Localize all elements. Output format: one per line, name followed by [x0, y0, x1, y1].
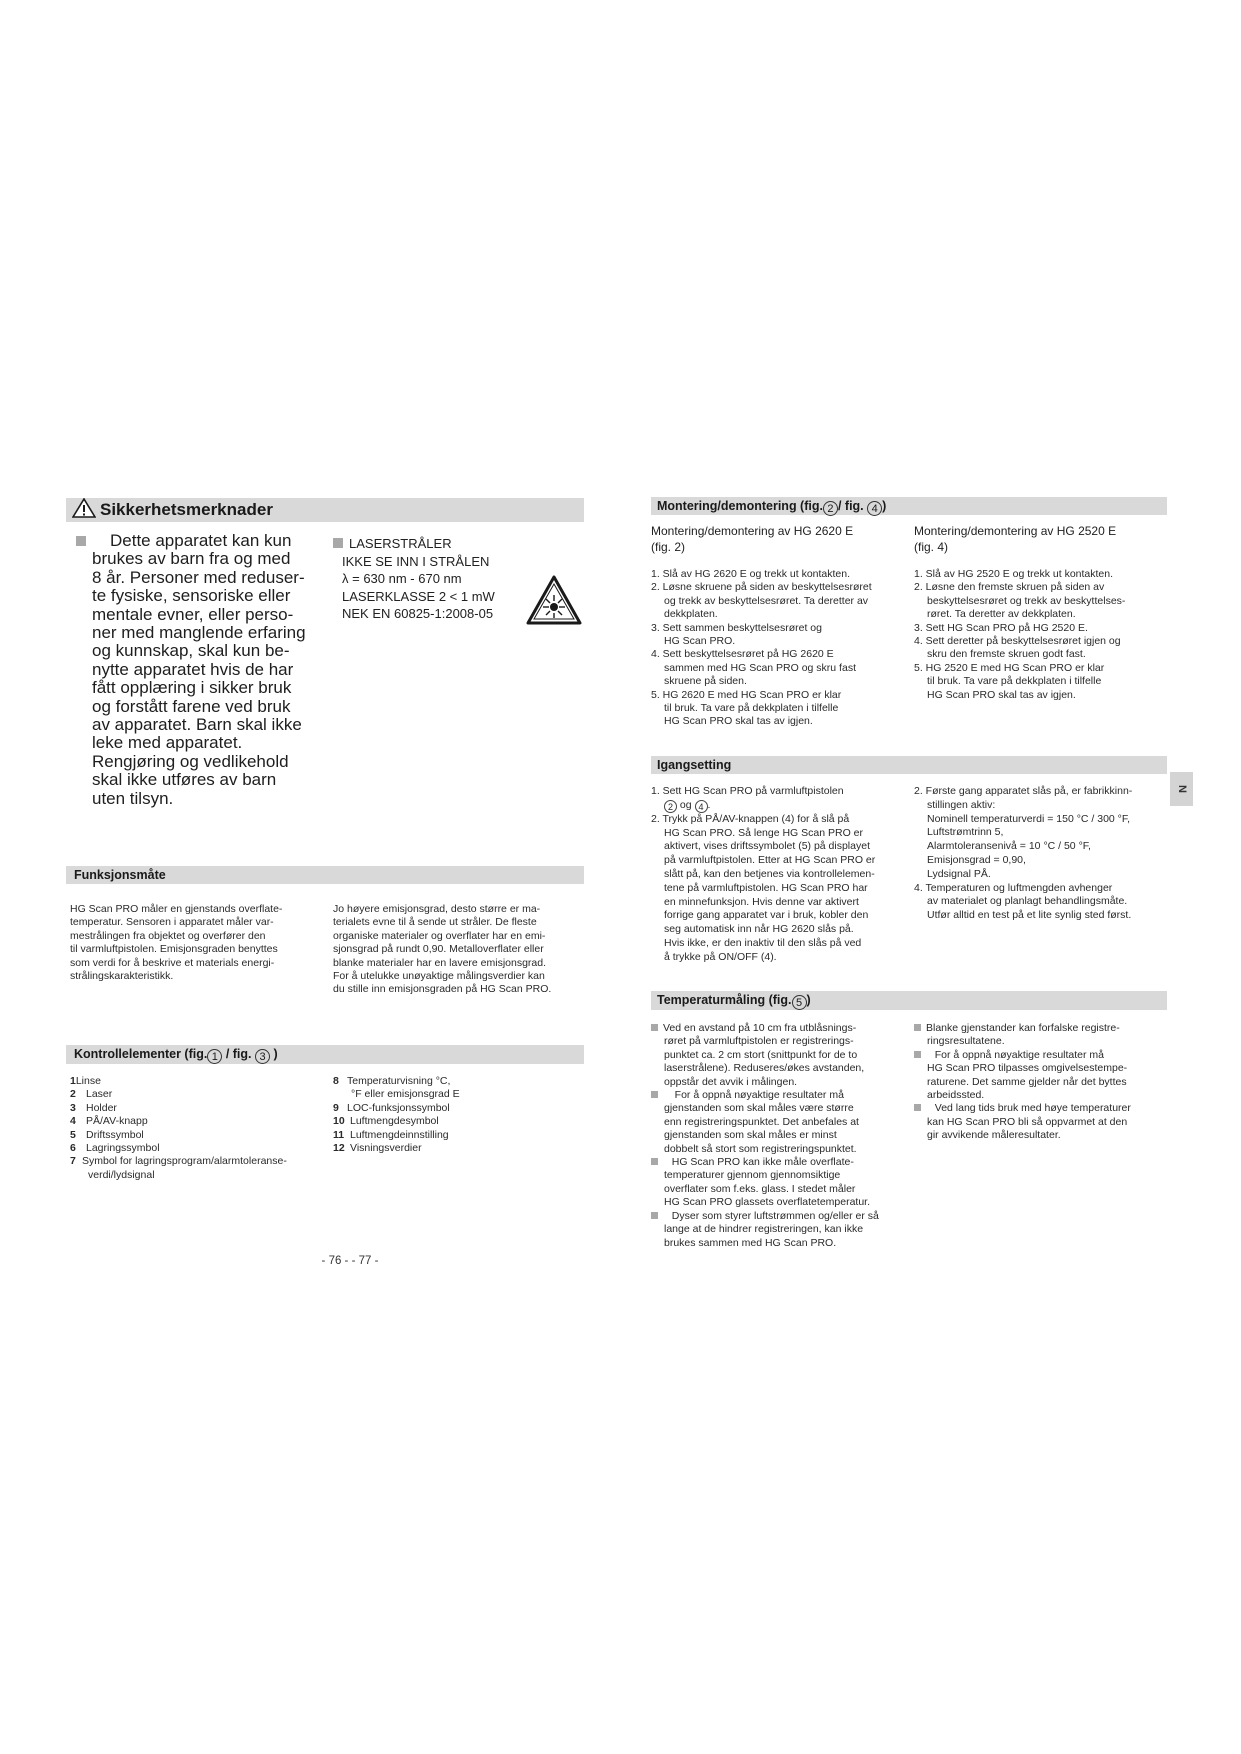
- item-number: 9: [333, 1101, 339, 1114]
- mounting-section-header: [651, 497, 1167, 515]
- text-line: temperaturer gjennom gjennomsiktige: [664, 1169, 841, 1182]
- text-line: Rengjøring og vedlikehold: [92, 751, 289, 771]
- text-line: til varmluftpistolen. Emisjonsgraden benyttes: [70, 943, 278, 956]
- item-number: 5: [70, 1128, 76, 1141]
- figure-refs-line: 2 og 4 .: [651, 799, 913, 813]
- bullet-square-icon: [914, 1051, 921, 1058]
- laser-warning: [333, 535, 533, 623]
- text-line: kan HG Scan PRO bli så oppvarmet at den: [927, 1115, 1128, 1128]
- list-item: [333, 1075, 583, 1088]
- item-number: 1: [70, 1075, 76, 1087]
- text-line: dobbelt så stort som registreringspunktet.: [664, 1142, 857, 1155]
- text-line: fått opplæring i sikker bruk: [92, 678, 292, 698]
- temperature-title-suffix: ): [806, 993, 811, 1007]
- item-text: Laser: [86, 1088, 113, 1101]
- text-line: organiske materialer og overflater har en emi-: [333, 929, 546, 942]
- text-line: 5. HG 2520 E med HG Scan PRO er klar: [914, 661, 1105, 674]
- subheading-line: Montering/demontering av HG 2520 E: [914, 524, 1117, 538]
- text-line: HG Scan PRO.: [664, 635, 736, 648]
- text-line: brukes av barn fra og med: [92, 549, 291, 569]
- text-line: 1. Sett HG Scan PRO på varmluftpistolen: [651, 785, 844, 797]
- warning-icon: [72, 498, 96, 518]
- text-line: 4. Temperaturen og luftmengden avhenger: [914, 881, 1113, 894]
- text-line: sjonsgrad på rundt 0,90. Metalloverflater eller: [333, 943, 544, 956]
- startup-title: Igangsetting: [657, 758, 732, 772]
- list-item: [70, 1102, 330, 1115]
- text-line: [651, 1022, 921, 1035]
- item-number: 7: [70, 1155, 76, 1168]
- bullet-square-icon: [914, 1024, 921, 1031]
- text-line: gjenstanden som skal måles er minst: [664, 1129, 837, 1142]
- item-text: LOC-funksjonssymbol: [347, 1101, 450, 1114]
- item-number: 3: [70, 1101, 76, 1114]
- text-line: mestrålingen fra objektet og overfører den: [70, 929, 266, 942]
- list-item: [333, 1115, 583, 1128]
- fig-ref: 2: [823, 501, 838, 516]
- text-line: gjenstanden som skal måles være større: [664, 1102, 854, 1115]
- bullet-square-icon: [333, 538, 343, 548]
- list-item: [70, 1075, 330, 1088]
- laser-line: NEK EN 60825-1:2008-05: [342, 606, 494, 621]
- item-number: 6: [70, 1142, 76, 1155]
- temperature-left-notes: [651, 1022, 921, 1250]
- text-line: 1. Slå av HG 2520 E og trekk ut kontakten.: [914, 568, 1114, 580]
- text-line: nytte apparatet hvis de har: [92, 659, 294, 679]
- function-title: Funksjonsmåte: [74, 868, 166, 882]
- item-text: Linse: [75, 1075, 101, 1087]
- fig-ref: 4: [695, 800, 708, 813]
- text-line: skru den fremste skruen godt fast.: [927, 648, 1086, 661]
- controls-title-sep: / fig.: [225, 1047, 252, 1061]
- text-line: 8 år. Personer med reduser-: [92, 567, 305, 587]
- text-line: ringsresultatene.: [927, 1035, 1005, 1048]
- safety-section-header: [66, 498, 584, 522]
- language-tab: [1170, 772, 1193, 806]
- item-text: Temperaturvisning °C,: [347, 1075, 451, 1087]
- text-line: HG Scan PRO måler en gjenstands overflate-: [70, 903, 283, 915]
- item-text: Lagringssymbol: [86, 1142, 160, 1155]
- list-item: [70, 1088, 330, 1101]
- text-line: skruene på siden.: [664, 675, 747, 688]
- text-line: leke med apparatet.: [92, 733, 243, 753]
- bullet-square-icon: [76, 536, 86, 546]
- fig-ref: 3: [255, 1049, 270, 1064]
- text-line: seg automatisk inn når HG 2620 slås på.: [664, 923, 854, 936]
- text-line: HG Scan PRO glassets overflatetemperatur.: [664, 1196, 871, 1209]
- temperature-right-notes: [914, 1022, 1168, 1143]
- subheading-line: (fig. 4): [914, 539, 949, 554]
- text-line: av apparatet. Barn skal ikke: [92, 715, 302, 735]
- list-item-continuation: °F eller emisjonsgrad E: [351, 1088, 460, 1101]
- text-line: en minnefunksjon. Hvis denne var aktivert: [664, 895, 859, 908]
- controls-section-header: [66, 1045, 584, 1064]
- text-line: blanke materialer har en lavere emisjonsgrad.: [333, 956, 547, 969]
- children-notice: [76, 532, 326, 808]
- text-line: [914, 1102, 1168, 1115]
- fig-ref: 4: [867, 501, 882, 516]
- text-span: Dyser som styrer luftstrømmen og/eller er så: [671, 1209, 879, 1222]
- text-line: 3. Sett HG Scan PRO på HG 2520 E.: [914, 621, 1088, 634]
- text-line: [914, 1022, 1168, 1035]
- controls-left-list: [70, 1075, 330, 1182]
- text-line: Hvis ikke, er den inaktiv til den slås på ved: [664, 936, 862, 949]
- text-line: HG Scan PRO tilpasses omgivelsestempe-: [927, 1062, 1128, 1075]
- text-line: gir avvikende måleresultater.: [927, 1129, 1061, 1142]
- text-line: For å utelukke unøyaktige målingsverdier kan: [333, 970, 545, 983]
- fig-ref: 1: [207, 1049, 222, 1064]
- item-number: 11: [333, 1128, 345, 1141]
- text-line: HG Scan PRO skal tas av igjen.: [664, 715, 813, 728]
- text-span: For å oppnå nøyaktige resultater må: [934, 1048, 1105, 1061]
- text-line: 1. Slå av HG 2620 E og trekk ut kontakten.: [651, 568, 851, 580]
- startup-left-steps: [651, 785, 913, 965]
- fig-ref: 2: [664, 800, 677, 813]
- text-line: [914, 1049, 1168, 1062]
- list-item: [70, 1115, 330, 1128]
- text-line: som verdi for å beskrive et materials energi-: [70, 956, 275, 969]
- safety-title: Sikkerhetsmerknader: [100, 500, 273, 519]
- text-line: og trekk av beskyttelsesrøret. Ta deretter av: [664, 594, 869, 607]
- page-numbers: - 76 - - 77 -: [321, 1255, 379, 1267]
- text-span: Ved lang tids bruk med høye temperaturer: [934, 1102, 1131, 1115]
- text-line: [651, 1089, 921, 1102]
- mounting-title-prefix: Montering/demontering (fig.: [657, 499, 823, 513]
- list-item: [70, 1129, 330, 1142]
- text-line: 4. Sett beskyttelsesrøret på HG 2620 E: [651, 648, 834, 661]
- list-item: [333, 1142, 583, 1155]
- text-line: og forstått farene ved bruk: [92, 696, 291, 716]
- text-line: lange at de hindrer registreringen, kan ikke: [664, 1223, 864, 1236]
- list-item: [70, 1142, 330, 1155]
- text-line: raturene. Det samme gjelder når det byttes: [927, 1075, 1127, 1088]
- text-line: forrige gang apparatet var i bruk, kobler den: [664, 909, 869, 922]
- text-line: terialets evne til å sende ut stråler. De fleste: [333, 916, 537, 929]
- text-line: mentale evner, eller perso-: [92, 604, 294, 624]
- bullet-square-icon: [914, 1104, 921, 1111]
- text-line: temperatur. Sensoren i apparatet måler var-: [70, 916, 274, 929]
- subheading-line: Montering/demontering av HG 2620 E: [651, 524, 854, 538]
- text-line: 2. Løsne skruene på siden av beskyttelsesrøret: [651, 581, 872, 594]
- text-line: enn registreringspunktet. Det anbefales at: [664, 1115, 859, 1128]
- item-text: Holder: [86, 1101, 117, 1114]
- controls-right-list: [333, 1075, 583, 1155]
- text-line: te fysiske, sensoriske eller: [92, 586, 291, 606]
- text-line: sammen med HG Scan PRO og skru fast: [664, 661, 856, 674]
- bullet-square-icon: [651, 1024, 658, 1031]
- text-line: røret. Ta deretter av dekkplaten.: [927, 608, 1076, 621]
- text-line: overflater som f.eks. glass. I stedet måler: [664, 1182, 856, 1195]
- item-number: 2: [70, 1088, 76, 1101]
- controls-title-prefix: Kontrollelementer (fig.: [74, 1047, 208, 1061]
- text-line: skal ikke utføres av barn: [92, 770, 277, 790]
- text-line: oppstår det avvik i målingen.: [664, 1075, 798, 1088]
- text-line: Alarmtoleransenivå = 10 °C / 50 °F,: [927, 840, 1091, 853]
- item-number: 4: [70, 1115, 76, 1128]
- text-line: 2. Løsne den fremste skruen på siden av: [914, 581, 1105, 594]
- text-line: HG Scan PRO skal tas av igjen.: [927, 688, 1076, 701]
- temperature-title-prefix: Temperaturmåling (fig.: [657, 993, 792, 1007]
- mounting-title-sep: / fig.: [837, 499, 864, 513]
- text-line: slått på, kan den betjenes via kontrollelemen-: [664, 867, 875, 880]
- text-line: Lydsignal PÅ.: [927, 867, 991, 880]
- text-line: røret på varmluftpistolen er registrerings-: [664, 1035, 854, 1048]
- mounting-right-steps: [914, 568, 1168, 702]
- text-span: Blanke gjenstander kan forfalske registre-: [926, 1022, 1120, 1034]
- text-span: For å oppnå nøyaktige resultater må: [674, 1089, 844, 1102]
- fig-ref: 5: [792, 995, 807, 1010]
- text-line: arbeidssted.: [927, 1089, 985, 1102]
- text-line: uten tilsyn.: [92, 788, 174, 808]
- laser-warning-icon: [526, 575, 582, 625]
- list-item: [70, 1155, 330, 1168]
- item-text: Luftmengdeinnstilling: [350, 1128, 449, 1141]
- text-line: 5. HG 2620 E med HG Scan PRO er klar: [651, 688, 842, 701]
- bullet-square-icon: [651, 1158, 658, 1165]
- text-line: 4. Sett deretter på beskyttelsesrøret igjen og: [914, 635, 1121, 648]
- text-span: HG Scan PRO kan ikke måle overflate-: [671, 1156, 854, 1169]
- text-line: HG Scan PRO. Så lenge HG Scan PRO er: [664, 826, 863, 839]
- language-tab-label: N: [1175, 785, 1188, 793]
- text-line: Nominell temperaturverdi = 150 °C / 300 °F,: [927, 812, 1131, 825]
- temperature-section-header: [651, 991, 1167, 1010]
- text-line: punktet ca. 2 cm stort (snittpunkt for de to: [664, 1048, 858, 1061]
- text-span: Ved en avstand på 10 cm fra utblåsnings-: [663, 1022, 857, 1034]
- laser-line: LASERKLASSE 2 < 1 mW: [342, 588, 495, 604]
- function-right-text: [333, 903, 583, 997]
- text-line: du stille inn emisjonsgraden på HG Scan PRO.: [333, 983, 552, 996]
- text-line: 2. Trykk på PÅ/AV-knappen (4) for å slå på: [651, 812, 850, 825]
- item-number: 12: [333, 1142, 345, 1155]
- item-number: 10: [333, 1115, 345, 1128]
- text-line: å trykke på ON/OFF (4).: [664, 950, 777, 963]
- text-line: ner med manglende erfaring: [92, 623, 306, 643]
- text-line: [651, 1156, 921, 1169]
- text-line: Dette apparatet kan kun: [110, 531, 292, 550]
- text-line: stillingen aktiv:: [927, 798, 996, 811]
- bullet-square-icon: [651, 1212, 658, 1219]
- mounting-left-steps: [651, 568, 913, 729]
- item-text: Symbol for lagringsprogram/alarmtoleranse-: [82, 1155, 287, 1168]
- bullet-square-icon: [651, 1091, 658, 1098]
- text-line: brukes sammen med HG Scan PRO.: [664, 1236, 837, 1249]
- text-line: beskyttelsesrøret og trekk av beskyttelses-: [927, 594, 1126, 607]
- mounting-left-heading: [651, 524, 901, 555]
- list-item: [333, 1102, 583, 1115]
- text-line: [651, 1210, 921, 1223]
- controls-title-suffix: ): [273, 1047, 278, 1061]
- text-line: dekkplaten.: [664, 608, 718, 621]
- mounting-right-heading: [914, 524, 1164, 555]
- text-line: og kunnskap, skal kun be-: [92, 641, 290, 661]
- laser-heading: LASERSTRÅLER: [349, 536, 452, 551]
- text-line: til bruk. Ta vare på dekkplaten i tilfelle: [927, 675, 1102, 688]
- text-line: laserstrålene). Reduseres/økes avstanden,: [664, 1062, 865, 1075]
- text-and: og: [679, 798, 692, 811]
- text-line: Luftstrømtrinn 5,: [927, 826, 1004, 839]
- text-line: Utfør alltid en test på et lite synlig sted først.: [927, 909, 1132, 922]
- item-text: Luftmengdesymbol: [350, 1115, 439, 1128]
- item-text: PÅ/AV-knapp: [86, 1115, 148, 1128]
- children-notice-text: [76, 532, 326, 808]
- laser-line: IKKE SE INN I STRÅLEN: [342, 553, 490, 569]
- text-line: tene på varmluftpistolen. HG Scan PRO har: [664, 881, 868, 894]
- text-line: til bruk. Ta vare på dekkplaten i tilfelle: [664, 702, 839, 715]
- startup-right-steps: [914, 785, 1168, 923]
- item-number: 8: [333, 1075, 339, 1087]
- laser-line: λ = 630 nm - 670 nm: [342, 571, 462, 586]
- text-line: Emisjonsgrad = 0,90,: [927, 853, 1026, 866]
- function-section-header: [66, 866, 584, 884]
- text-line: av materialet og planlagt behandlingsmåte.: [927, 895, 1128, 908]
- text-line: aktivert, vises driftssymbolet (5) på displayet: [664, 840, 870, 853]
- text-line: på varmluftpistolen. Etter at HG Scan PRO er: [664, 854, 876, 867]
- item-text: Driftssymbol: [86, 1128, 144, 1141]
- text-line: Jo høyere emisjonsgrad, desto større er ma-: [333, 903, 541, 915]
- text-line: 2. Første gang apparatet slås på, er fabrikkinn-: [914, 785, 1133, 797]
- list-item-continuation: verdi/lydsignal: [88, 1168, 155, 1181]
- mounting-title-suffix: ): [882, 499, 887, 513]
- function-left-text: [70, 903, 320, 983]
- text-line: strålingskarakteristikk.: [70, 970, 174, 983]
- text-line: 3. Sett sammen beskyttelsesrøret og: [651, 621, 822, 634]
- list-item: [333, 1129, 583, 1142]
- startup-section-header: [651, 756, 1167, 774]
- subheading-line: (fig. 2): [651, 539, 686, 554]
- item-text: Visningsverdier: [350, 1142, 422, 1155]
